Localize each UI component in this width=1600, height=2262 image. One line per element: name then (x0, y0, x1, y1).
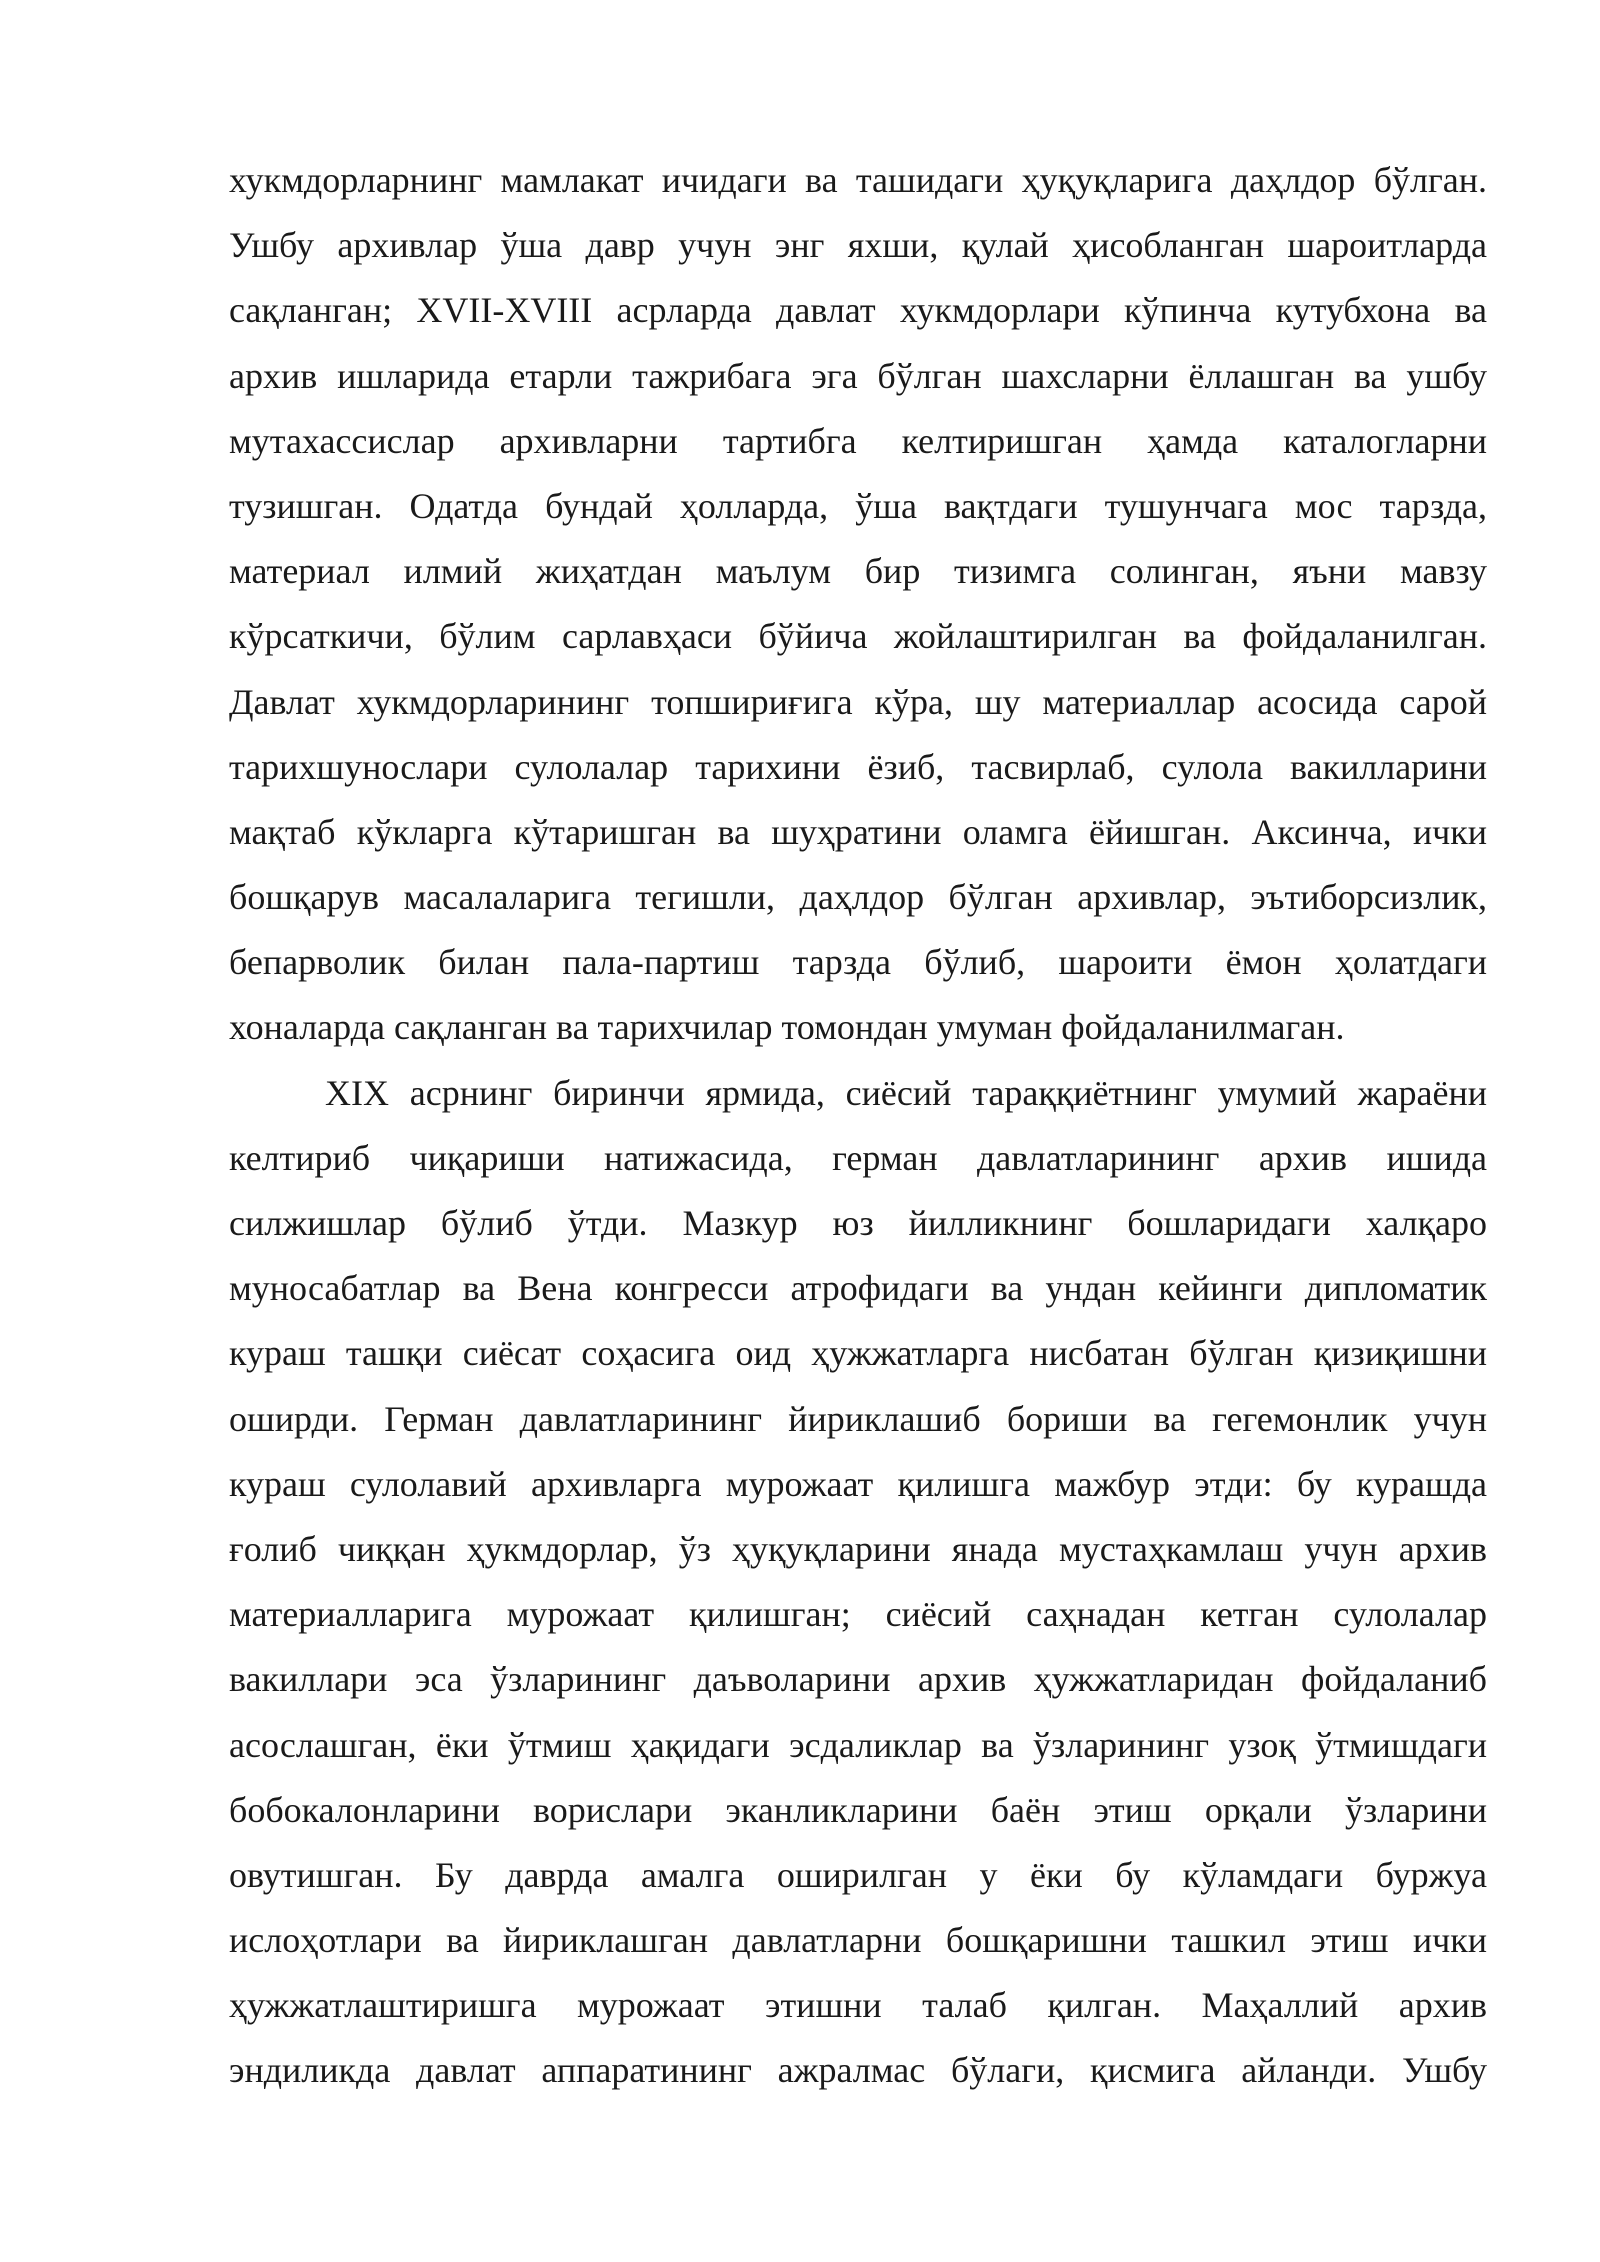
text-line: кураш ташқи сиёсат соҳасига оид ҳужжатларга нисбатан бўлган қизиқишни (229, 1333, 1487, 1374)
text-line: материалларига мурожаат қилишган; сиёсий саҳнадан кетган сулолалар (229, 1594, 1487, 1635)
text-line: Давлат хукмдорларининг топшириғига кўра, шу материаллар асосида сарой (229, 681, 1487, 722)
text-line: хукмдорларнинг мамлакат ичидаги ва ташидаги ҳуқуқларига даҳлдор бўлган. (229, 160, 1487, 200)
text-line: Ушбу архивлар ўша давр учун энг яхши, қулай ҳисобланган шароитларда (229, 225, 1487, 266)
text-line: ғолиб чиққан ҳукмдорлар, ўз ҳуқуқларини янада мустаҳкамлаш учун архив (229, 1528, 1487, 1569)
text-line: оширди. Герман давлатларининг йириклашиб бориши ва гегемонлик учун (229, 1398, 1487, 1439)
text-line: кураш сулолавий архивларга мурожаат қилишга мажбур этди: бу курашда (229, 1463, 1487, 1504)
text-line: сақланган; XVII-XVIII асрларда давлат хукмдорлари кўпинча кутубхона ва (229, 290, 1487, 331)
text-line: келтириб чиқариши натижасида, герман давлатларининг архив ишида (229, 1137, 1487, 1178)
text-line: архив ишларида етарли тажрибага эга бўлган шахсларни ёллашган ва ушбу (229, 355, 1487, 396)
text-line: овутишган. Бу даврда амалга оширилган у ёки бу кўламдаги буржуа (229, 1854, 1487, 1895)
text-line: тарихшунослари сулолалар тарихини ёзиб, тасвирлаб, сулола вакилларини (229, 746, 1487, 787)
text-line: бепарволик билан пала-партиш тарзда бўлиб, шароити ёмон ҳолатдаги (229, 942, 1487, 983)
text-line: муносабатлар ва Вена конгресси атрофидаги ва ундан кейинги дипломатик (229, 1268, 1487, 1309)
text-line: тузишган. Одатда бундай ҳолларда, ўша вақтдаги тушунчага мос тарзда, (229, 485, 1487, 526)
text-line: силжишлар бўлиб ўтди. Мазкур юз йилликнинг бошларидаги халқаро (229, 1203, 1487, 1243)
text-line: материал илмий жиҳатдан маълум бир тизимга солинган, яъни мавзу (229, 551, 1487, 592)
text-line: кўрсаткичи, бўлим сарлавҳаси бўйича жойлаштирилган ва фойдаланилган. (229, 616, 1487, 657)
text-line: ҳужжатлаштиришга мурожаат этишни талаб қилган. Маҳаллий архив (229, 1985, 1487, 2026)
text-line: мутахассислар архивларни тартибга келтиришган ҳамда каталогларни (229, 420, 1487, 461)
paragraph-first-line: XIX асрнинг биринчи ярмида, сиёсий тараққиётнинг умумий жараёни (325, 1072, 1487, 1113)
text-line: асослашган, ёки ўтмиш ҳақидаги эсдаликлар ва ўзларининг узоқ ўтмишдаги (229, 1724, 1487, 1765)
text-line: бошқарув масалаларига тегишли, даҳлдор бўлган архивлар, эътиборсизлик, (229, 877, 1487, 918)
text-line: ислоҳотлари ва йириклашган давлатларни бошқаришни ташкил этиш ички (229, 1920, 1487, 1961)
paragraph-end-line: хоналарда сақланган ва тарихчилар томондан умуман фойдаланилмаган. (229, 1007, 1345, 1048)
text-line: эндиликда давлат аппаратининг ажралмас бўлаги, қисмига айланди. Ушбу (229, 2050, 1487, 2091)
text-line: бобокалонларини ворислари эканликларини баён этиш орқали ўзларини (229, 1789, 1487, 1830)
text-line: вакиллари эса ўзларининг даъволарини архив ҳужжатларидан фойдаланиб (229, 1659, 1487, 1700)
text-line: мақтаб кўкларга кўтаришган ва шуҳратини оламга ёйишган. Аксинча, ички (229, 811, 1487, 852)
body-text (229, 148, 1487, 2104)
